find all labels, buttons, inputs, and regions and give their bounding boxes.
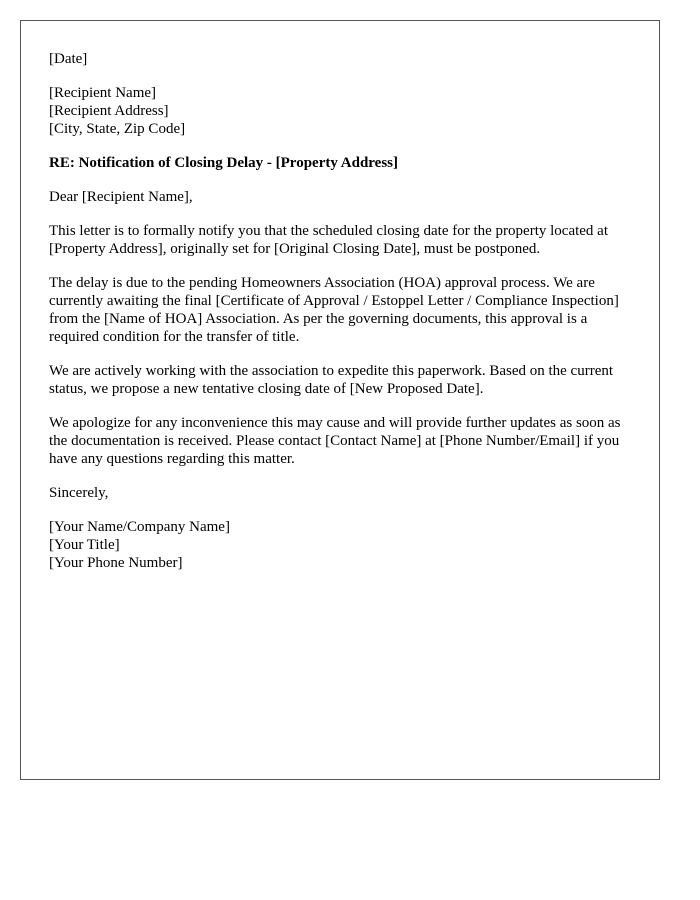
paragraph-reason: The delay is due to the pending Homeowners Association (HOA) approval process. We are currently awaiting the final [Certificate of Approval / Estoppel Letter / Compliance Inspection] from the [Name of HOA] Association. As per the governing documents, this approval is a required condition for the transfer of title. [49, 275, 619, 345]
paragraph-apology: We apologize for any inconvenience this may cause and will provide further updates as soon as the documentation is received. Please contact [Contact Name] at [Phone Number/Email] if you have any questions regarding this matter. [49, 415, 621, 467]
signature-name: [Your Name/Company Name] [49, 519, 230, 535]
recipient-city-state-zip: [City, State, Zip Code] [49, 121, 186, 137]
recipient-address: [Recipient Address] [49, 103, 169, 119]
letter-body [49, 50, 639, 588]
letter-date: [Date] [49, 51, 88, 67]
salutation: Dear [Recipient Name], [49, 189, 193, 205]
signature-phone: [Your Phone Number] [49, 555, 183, 571]
recipient-block [49, 84, 639, 138]
letter-page [20, 20, 660, 780]
closing: Sincerely, [49, 485, 109, 501]
signature-block [49, 518, 639, 572]
paragraph-notice: This letter is to formally notify you that the scheduled closing date for the property located at [Property Address], originally set for [Original Closing Date], must be postponed. [49, 223, 609, 257]
recipient-name: [Recipient Name] [49, 85, 157, 101]
paragraph-new-date: We are actively working with the association to expedite this paperwork. Based on the current status, we propose a new tentative closing date of [New Proposed Date]. [49, 363, 614, 397]
subject-line: RE: Notification of Closing Delay - [Property Address] [49, 155, 398, 171]
signature-title: [Your Title] [49, 537, 120, 553]
